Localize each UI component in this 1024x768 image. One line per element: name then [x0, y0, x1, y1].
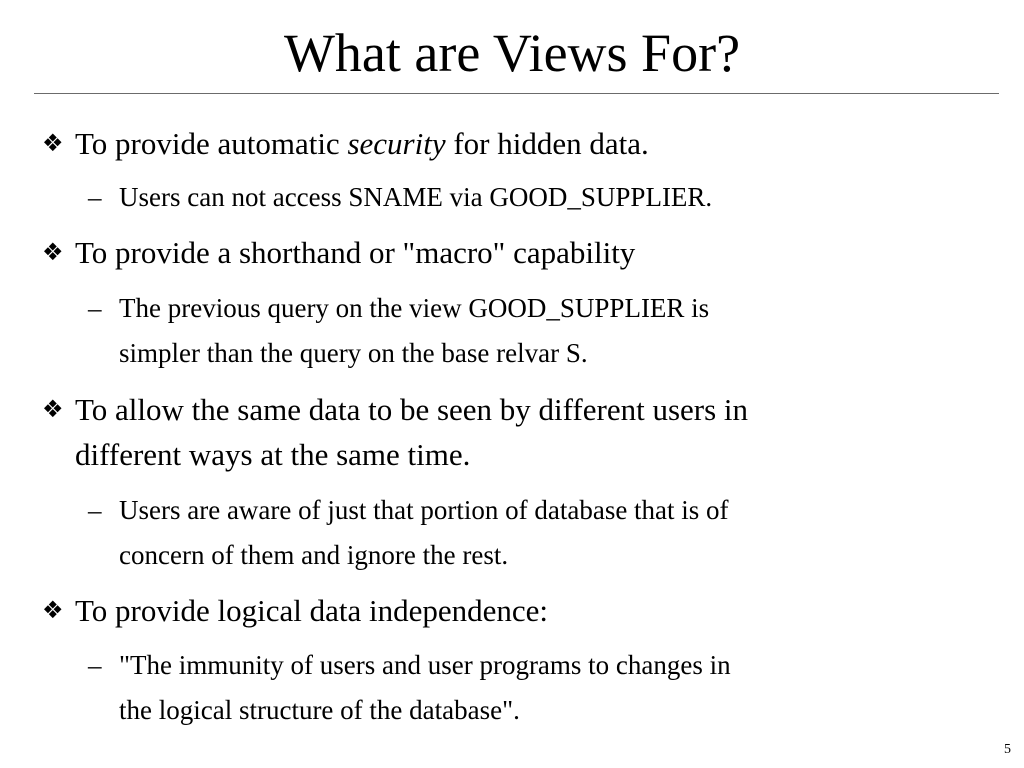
sub-bullet-text: Users can not access SNAME via GOOD_SUPPLIER.	[119, 182, 713, 212]
dash-bullet-icon: –	[88, 293, 102, 323]
sub-bullet-line: concern of them and ignore the rest.	[119, 540, 509, 570]
bullet-emphasis: security	[347, 126, 446, 161]
sub-bullet-line: The previous query on the view GOOD_SUPPLIER is	[119, 293, 710, 323]
sub-bullet-text	[119, 643, 969, 733]
dash-bullet-icon: –	[88, 495, 102, 525]
diamond-bullet-icon: ❖	[42, 596, 64, 624]
sub-bullet-line: simpler than the query on the base relvar S.	[119, 338, 588, 368]
sub-bullet-line: Users are aware of just that portion of database that is of	[119, 495, 729, 525]
bullet-text: To provide logical data independence:	[75, 593, 548, 628]
bullet-text	[75, 121, 975, 166]
dash-bullet-icon: –	[88, 182, 102, 212]
slide-title: What are Views For?	[283, 23, 741, 83]
bullet-text-line: To allow the same data to be seen by different users in	[75, 392, 749, 427]
sub-bullet-line: "The immunity of users and user programs to changes in	[119, 650, 731, 680]
page-number: 5	[1004, 742, 1011, 757]
bullet-text	[75, 387, 975, 477]
sub-bullet-line: the logical structure of the database".	[119, 695, 520, 725]
bullet-text: To provide a shorthand or "macro" capability	[75, 235, 636, 270]
sub-bullet-text	[119, 286, 969, 376]
diamond-bullet-icon: ❖	[42, 238, 64, 266]
bullet-text-line: different ways at the same time.	[75, 437, 471, 472]
diamond-bullet-icon: ❖	[42, 129, 64, 157]
sub-bullet-text	[119, 488, 969, 578]
dash-bullet-icon: –	[88, 650, 102, 680]
bullet-text-part: for hidden data.	[445, 126, 649, 161]
diamond-bullet-icon: ❖	[42, 395, 64, 423]
bullet-text-part: To provide automatic	[75, 126, 348, 161]
